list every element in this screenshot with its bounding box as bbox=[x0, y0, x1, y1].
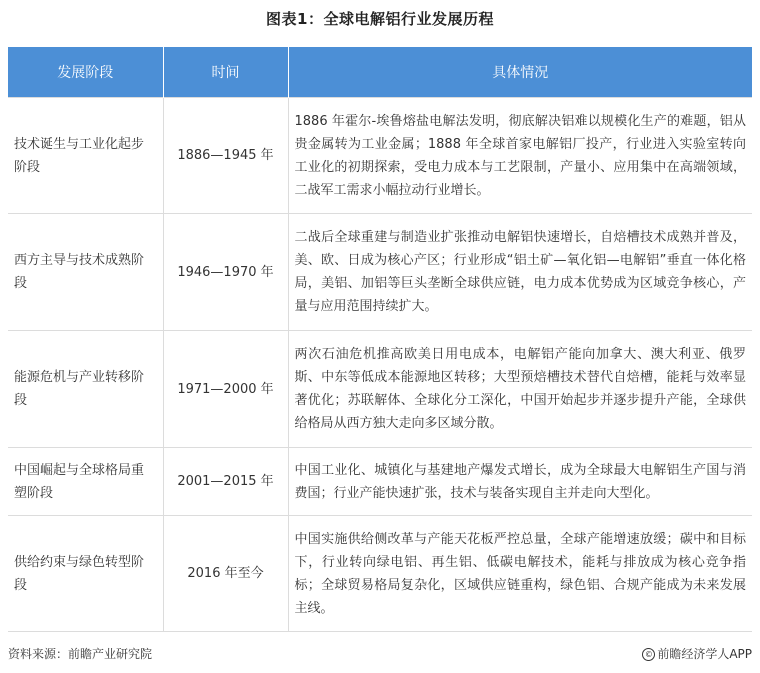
time-cell: 1946—1970 年 bbox=[163, 214, 288, 331]
stage-cell: 中国崛起与全球格局重塑阶段 bbox=[8, 448, 163, 516]
stage-cell: 供给约束与绿色转型阶段 bbox=[8, 516, 163, 632]
table-header-row bbox=[8, 47, 752, 98]
detail-cell: 1886 年霍尔-埃鲁熔盐电解法发明，彻底解决铝难以规模化生产的难题，铝从贵金属转为工业金属；1888 年全球首家电解铝厂投产，行业进入实验室转向工业化的初期探索，受电力成本与工艺限制，产量小、应用集中在高端领域，二战军工需求小幅拉动行业增长。 bbox=[288, 98, 752, 214]
table-row bbox=[8, 448, 752, 516]
header-stage: 发展阶段 bbox=[8, 47, 163, 98]
brand-credit bbox=[642, 645, 752, 662]
table-row bbox=[8, 98, 752, 214]
time-cell: 2001—2015 年 bbox=[163, 448, 288, 516]
figure-title: 图表1：全球电解铝行业发展历程 bbox=[266, 10, 494, 28]
table-row bbox=[8, 331, 752, 448]
source-note: 资料来源：前瞻产业研究院 bbox=[8, 647, 153, 661]
copyright-icon: © bbox=[642, 648, 655, 661]
detail-cell: 中国工业化、城镇化与基建地产爆发式增长，成为全球最大电解铝生产国与消费国；行业产能快速扩张，技术与装备实现自主并走向大型化。 bbox=[288, 448, 752, 516]
header-detail: 具体情况 bbox=[288, 47, 752, 98]
table-row bbox=[8, 214, 752, 331]
brand-name: 前瞻经济学人APP bbox=[657, 647, 752, 661]
time-cell: 1886—1945 年 bbox=[163, 98, 288, 214]
stage-cell: 技术诞生与工业化起步阶段 bbox=[8, 98, 163, 214]
time-cell: 2016 年至今 bbox=[163, 516, 288, 632]
history-table bbox=[8, 47, 752, 632]
table-row bbox=[8, 516, 752, 632]
stage-cell: 西方主导与技术成熟阶段 bbox=[8, 214, 163, 331]
detail-cell: 中国实施供给侧改革与产能天花板严控总量，全球产能增速放缓；碳中和目标下，行业转向绿电铝、再生铝、低碳电解技术，能耗与排放成为核心竞争指标；全球贸易格局复杂化，区域供应链重构，绿色铝、合规产能成为未来发展主线。 bbox=[288, 516, 752, 632]
stage-cell: 能源危机与产业转移阶段 bbox=[8, 331, 163, 448]
header-time: 时间 bbox=[163, 47, 288, 98]
detail-cell: 二战后全球重建与制造业扩张推动电解铝快速增长，自焙槽技术成熟并普及，美、欧、日成为核心产区；行业形成“铝土矿—氧化铝—电解铝”垂直一体化格局，美铝、加铝等巨头垄断全球供应链，电力成本优势成为区域竞争核心，产量与应用范围持续扩大。 bbox=[288, 214, 752, 331]
detail-cell: 两次石油危机推高欧美日用电成本，电解铝产能向加拿大、澳大利亚、俄罗斯、中东等低成本能源地区转移；大型预焙槽技术替代自焙槽，能耗与效率显著优化；苏联解体、全球化分工深化，中国开始起步并逐步提升产能，全球供给格局从西方独大走向多区域分散。 bbox=[288, 331, 752, 448]
time-cell: 1971—2000 年 bbox=[163, 331, 288, 448]
